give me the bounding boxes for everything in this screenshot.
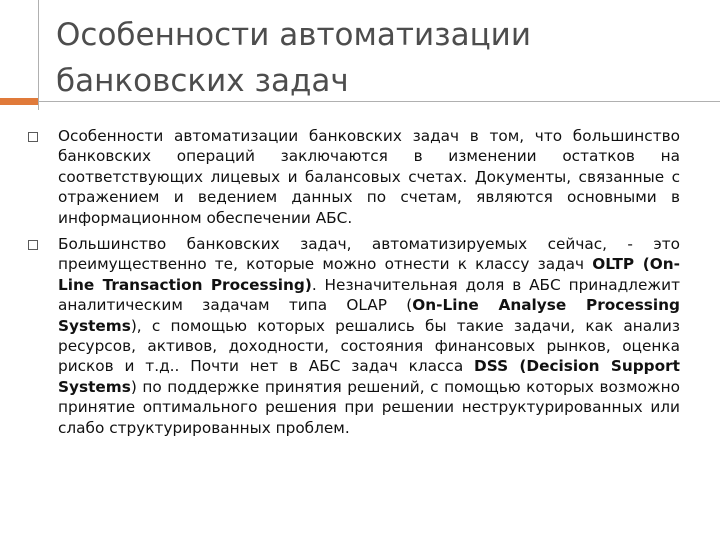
square-bullet-icon bbox=[28, 240, 38, 250]
bullet-2-segment: Большинство банковских задач, автоматизируемых сейчас, - это преимущественно те, которые можно отнести к классу задач bbox=[58, 235, 680, 274]
title-vertical-rule bbox=[38, 0, 39, 110]
bullet-2-term-oltp: OLTP (On-Line Transaction Processing) bbox=[58, 255, 680, 294]
bullet-text-1: Особенности автоматизации банковских задач в том, что большинство банковских операций заключаются в изменении остатков на соответствующих лицевых и балансовых счетах. Документы, связанные с отражением и ведением данных по счетам, являются основными в информационном обеспечении АБС. bbox=[58, 127, 680, 227]
slide-title: Особенности автоматизации банковских задач bbox=[56, 17, 531, 99]
bullet-2-term-olap: On-Line Analyse Processing Systems bbox=[58, 296, 680, 335]
bullet-item-1 bbox=[28, 126, 680, 228]
square-bullet-icon bbox=[28, 132, 38, 142]
title-accent-bar bbox=[0, 98, 38, 105]
bullet-2-segment: ) по поддержке принятия решений, с помощью которых возможно принятие оптимального решения при решении неструктурированных или слабо структурированных проблем. bbox=[58, 377, 680, 437]
bullet-item-2 bbox=[28, 234, 680, 438]
bullet-2-segment: . Незначительная доля в АБС принадлежит аналитическим задачам типа OLAP ( bbox=[58, 275, 681, 315]
bullet-list bbox=[28, 126, 680, 444]
bullet-2-term-dss: DSS (Decision Support Systems bbox=[58, 357, 680, 396]
bullet-text-2 bbox=[58, 234, 680, 438]
bullet-2-segment: ), с помощью которых решались бы такие задачи, как анализ ресурсов, активов, доходности, состояния финансовых рынков, оценка рисков и т.д.. Почти нет в АБС задач класса bbox=[58, 316, 680, 376]
